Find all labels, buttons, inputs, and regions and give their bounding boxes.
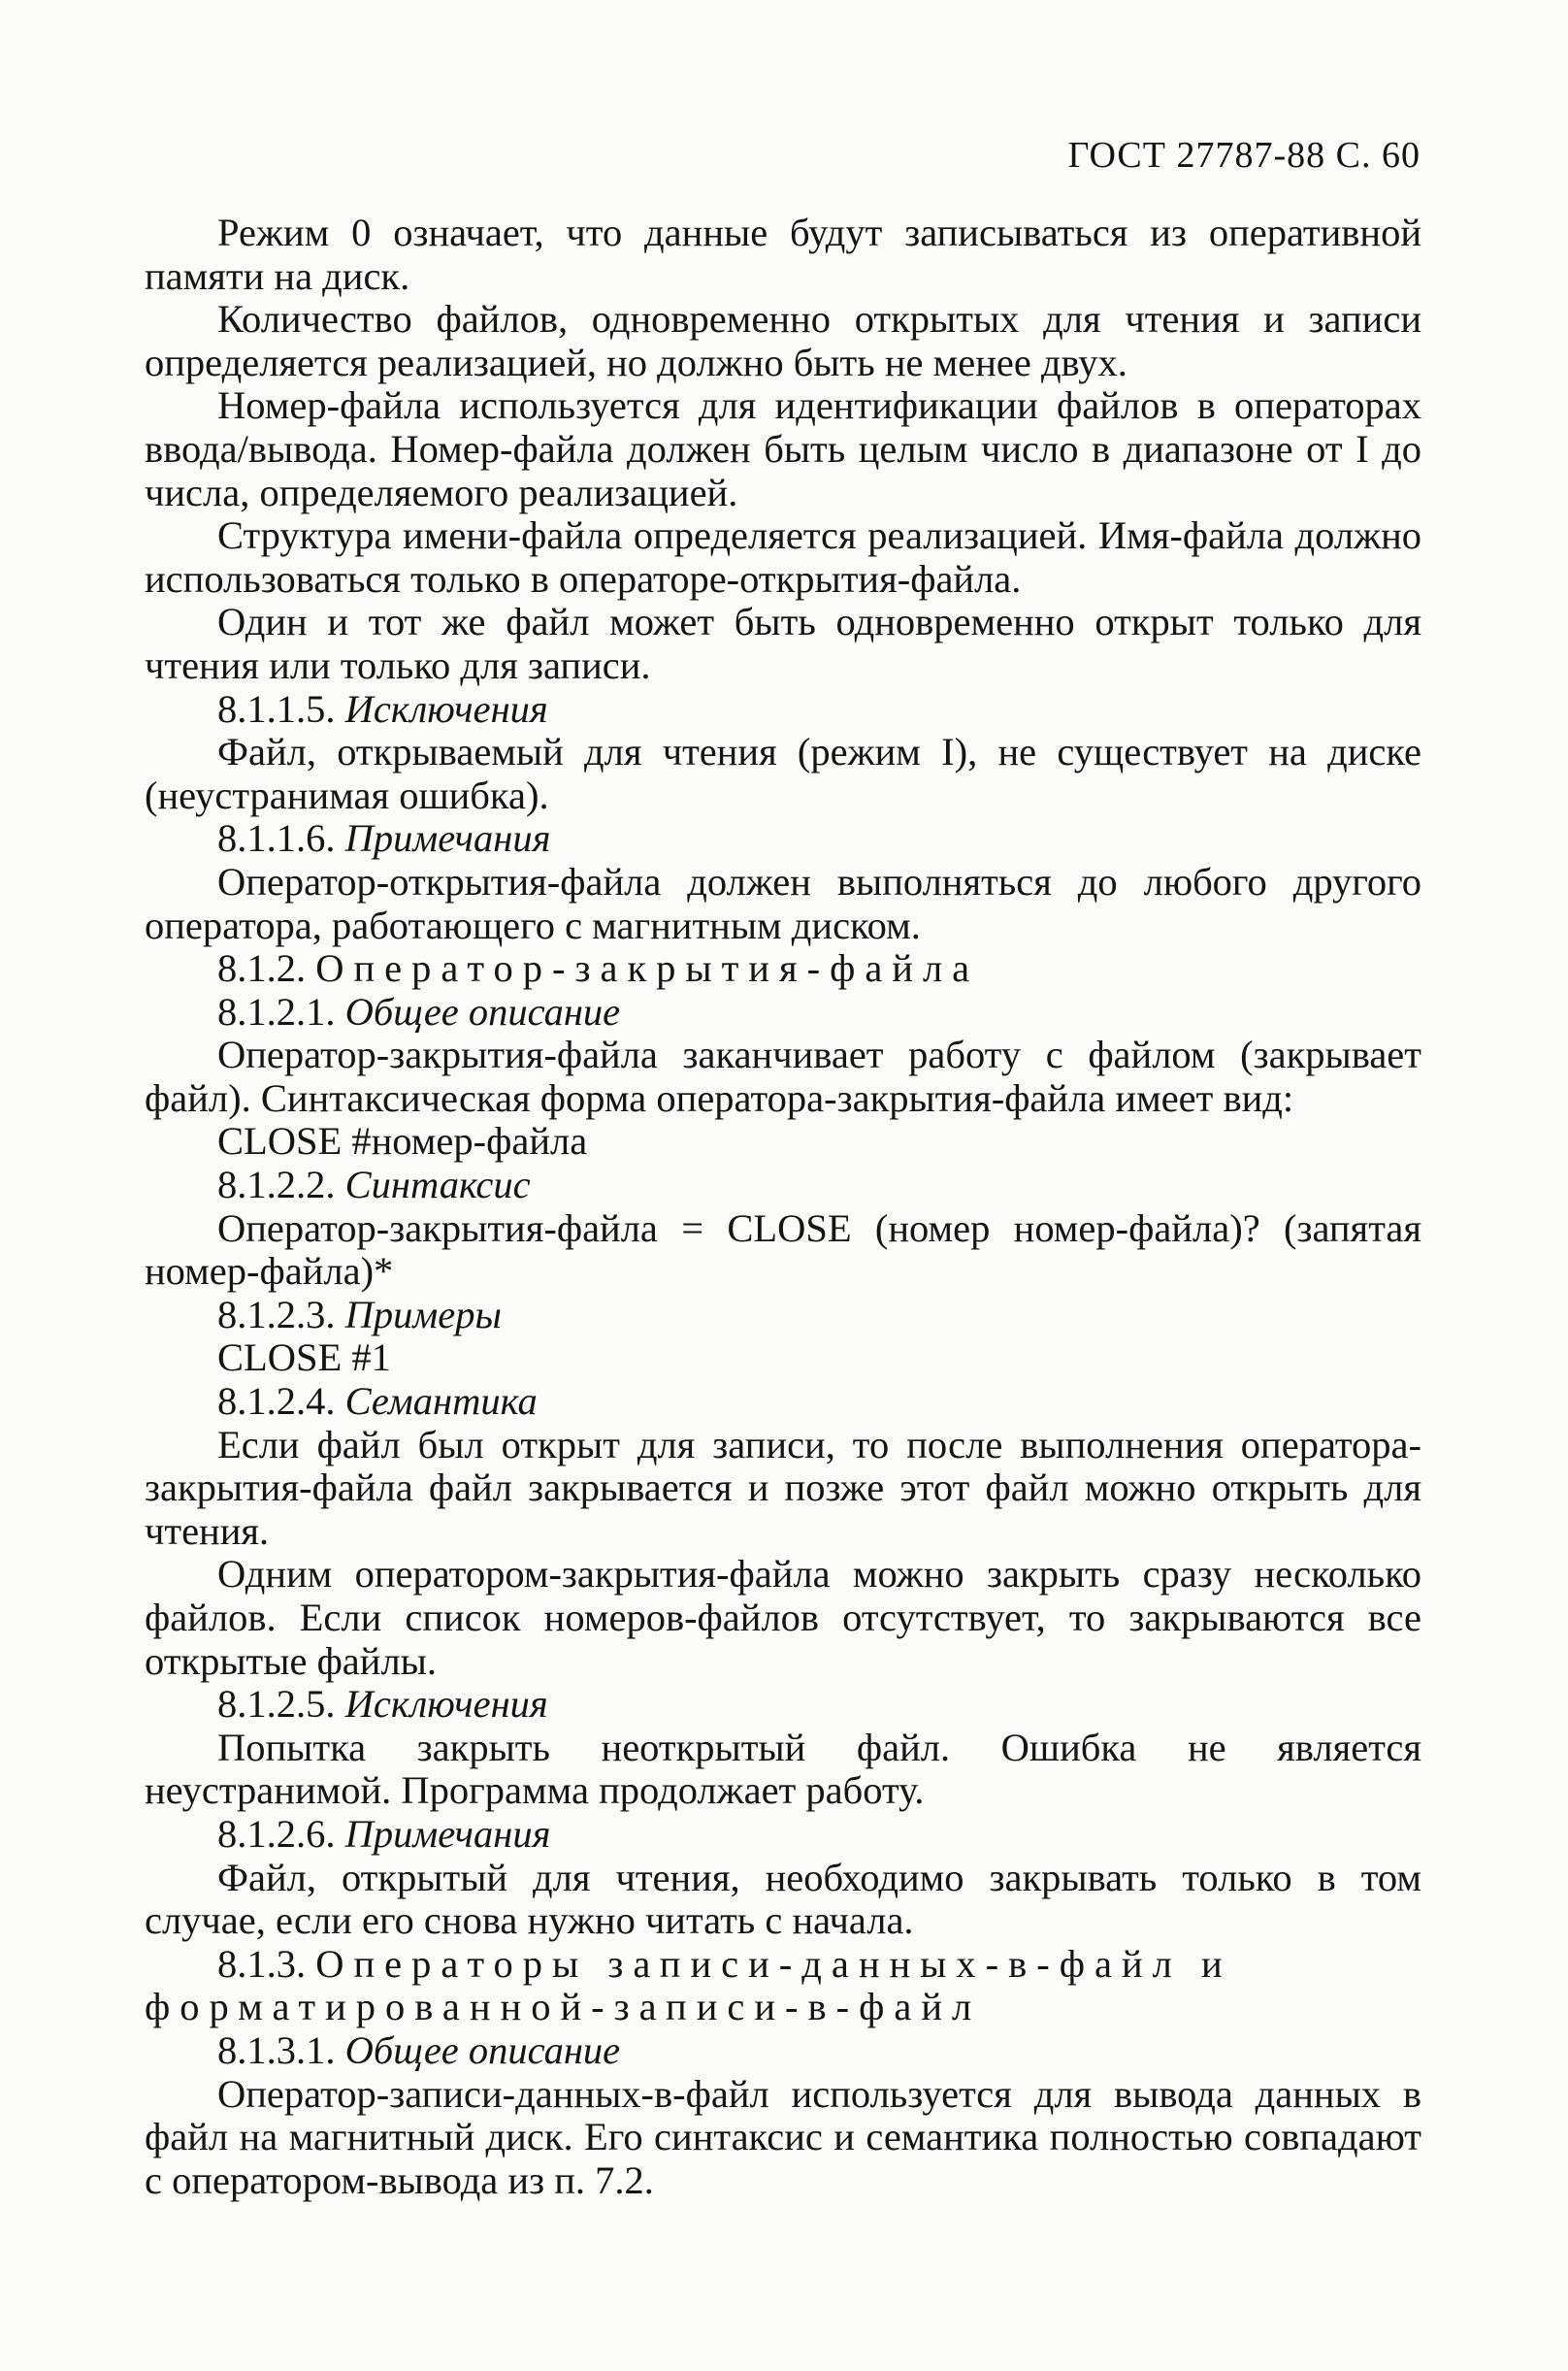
code-line: CLOSE #1: [217, 1335, 391, 1380]
section-title: Исключения: [344, 686, 548, 731]
section-title: Примечания: [344, 816, 551, 861]
section-number: 8.1.2.1.: [217, 989, 336, 1034]
page-header: ГОСТ 27787-88 С. 60: [1067, 135, 1421, 176]
section-number: 8.1.1.5.: [217, 686, 336, 731]
section-title: Примеры: [344, 1292, 502, 1336]
section-title: Общее описание: [344, 2027, 621, 2072]
section-heading: [145, 1380, 1421, 1424]
paragraph: Одним оператором-закрытия-файла можно закрыть сразу несколько файлов. Если список номеров-файлов отсутствует, то закрываются все открытые файлы.: [145, 1552, 1421, 1683]
section-heading: [145, 991, 1421, 1035]
section-title: Синтаксис: [344, 1163, 531, 1207]
section-title: Операторы записи-данных-в-файл и форматированной-записи-в-файл: [145, 1941, 1232, 2029]
code-line: CLOSE #номер-файла: [217, 1119, 588, 1164]
section-heading: [145, 1683, 1421, 1727]
paragraph: Оператор-открытия-файла должен выполняться до любого другого оператора, работающего с магнитным диском.: [145, 859, 1421, 947]
section-heading: [145, 1164, 1421, 1207]
section-number: 8.1.2.2.: [217, 1163, 336, 1207]
section-heading: [145, 1294, 1421, 1337]
paragraph: Файл, открываемый для чтения (режим I), не существует на диске (неустранимая ошибка).: [145, 730, 1421, 817]
section-number: 8.1.3.1.: [217, 2027, 336, 2072]
section-title: Примечания: [344, 1811, 551, 1856]
paragraph: Структура имени-файла определяется реализацией. Имя-файла должно использоваться только в операторе-открытия-файла.: [145, 513, 1421, 601]
section-number: 8.1.2.3.: [217, 1292, 336, 1336]
paragraph: Попытка закрыть неоткрытый файл. Ошибка не является неустранимой. Программа продолжает работу.: [145, 1725, 1421, 1813]
page-content: [145, 212, 1421, 2202]
section-title: Исключения: [344, 1682, 548, 1727]
section-number: 8.1.2.4.: [217, 1379, 336, 1424]
paragraph: Оператор-записи-данных-в-файл используется для вывода данных в файл на магнитный диск. Его синтаксис и семантика полностью совпадают с оператором-вывода из п. 7.2.: [145, 2071, 1421, 2202]
paragraph: Режим 0 означает, что данные будут записываться из оперативной памяти на диск.: [145, 211, 1421, 298]
section-heading: [145, 817, 1421, 861]
section-number: 8.1.3.: [217, 1941, 307, 1986]
section-heading: [145, 688, 1421, 732]
section-title: Семантика: [344, 1379, 538, 1424]
paragraph: Один и тот же файл может быть одновременно открыт только для чтения или только для записи.: [145, 600, 1421, 687]
section-heading: [145, 947, 1421, 991]
paragraph: Оператор-закрытия-файла заканчивает работу с файлом (закрывает файл). Синтаксическая форма оператора-закрытия-файла имеет вид:: [145, 1033, 1421, 1120]
section-number: 8.1.2.6.: [217, 1811, 336, 1856]
section-title: Оператор-закрытия-файла: [315, 946, 980, 991]
section-heading: [145, 1943, 1421, 2029]
paragraph: Файл, открытый для чтения, необходимо закрывать только в том случае, если его снова нужно читать с начала.: [145, 1855, 1421, 1943]
paragraph: Номер-файла используется для идентификации файлов в операторах ввода/вывода. Номер-файла должен быть целым число в диапазоне от I до числа, определяемого реализацией.: [145, 383, 1421, 514]
paragraph: Количество файлов, одновременно открытых для чтения и записи определяется реализацией, но должно быть не менее двух.: [145, 297, 1421, 384]
section-heading: [145, 1813, 1421, 1857]
section-heading: [145, 2029, 1421, 2073]
paragraph: Оператор-закрытия-файла = CLOSE (номер номер-файла)? (запятая номер-файла)*: [145, 1205, 1421, 1294]
section-number: 8.1.1.6.: [217, 816, 336, 861]
section-number: 8.1.2.5.: [217, 1682, 336, 1727]
section-title: Общее описание: [344, 989, 621, 1034]
section-number: 8.1.2.: [217, 946, 307, 991]
paragraph: Если файл был открыт для записи, то после выполнения оператора-закрытия-файла файл закрывается и позже этот файл можно открыть для чтения.: [145, 1422, 1421, 1553]
